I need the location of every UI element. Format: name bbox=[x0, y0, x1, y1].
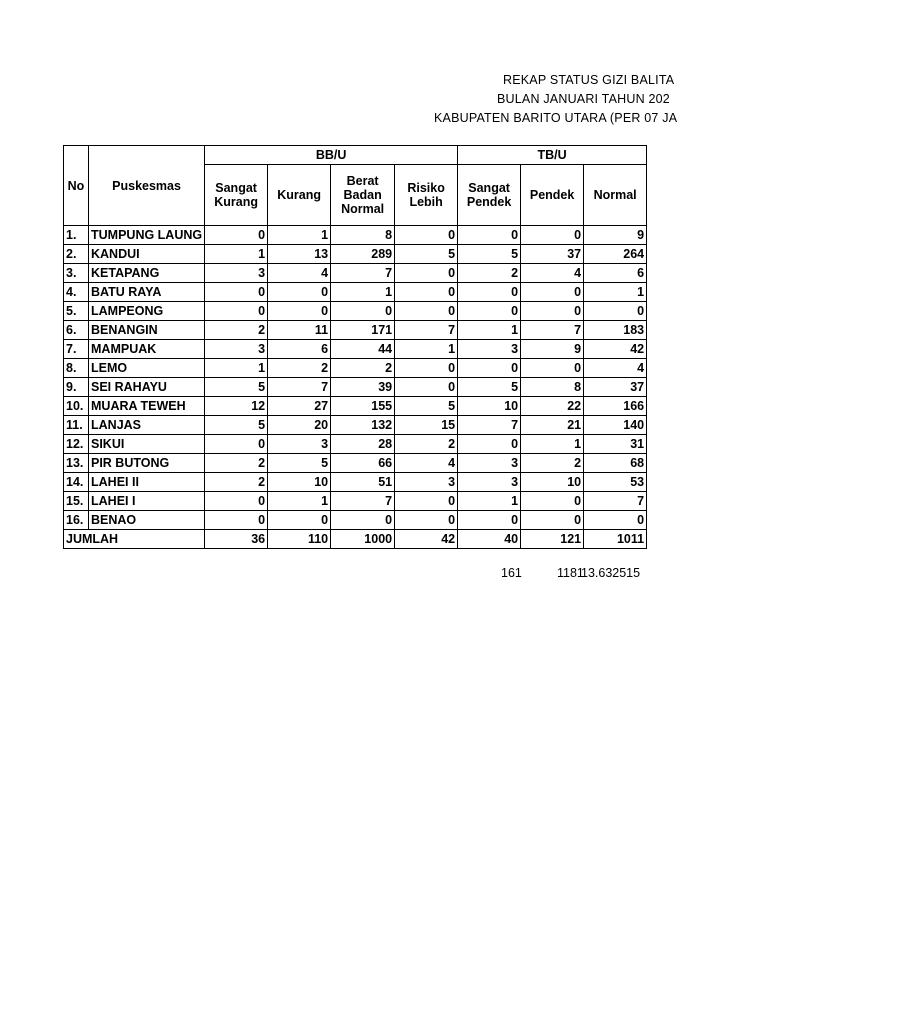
value-cell: 3 bbox=[458, 454, 521, 473]
table-row bbox=[64, 454, 647, 473]
value-cell: 66 bbox=[331, 454, 395, 473]
value-cell: 42 bbox=[584, 340, 647, 359]
value-cell: 2 bbox=[521, 454, 584, 473]
table-body bbox=[64, 226, 647, 530]
value-cell: 0 bbox=[458, 435, 521, 454]
total-cell: 121 bbox=[521, 530, 584, 549]
value-cell: 53 bbox=[584, 473, 647, 492]
value-cell: 7 bbox=[331, 492, 395, 511]
value-cell: 6 bbox=[268, 340, 331, 359]
value-cell: 0 bbox=[521, 359, 584, 378]
value-cell: 37 bbox=[521, 245, 584, 264]
value-cell: 264 bbox=[584, 245, 647, 264]
value-cell: 0 bbox=[521, 283, 584, 302]
puskesmas-name: MAMPUAK bbox=[89, 340, 205, 359]
value-cell: 0 bbox=[205, 511, 268, 530]
value-cell: 289 bbox=[331, 245, 395, 264]
row-number: 6. bbox=[64, 321, 89, 340]
header-col: Sangat Kurang bbox=[205, 165, 268, 226]
row-number: 14. bbox=[64, 473, 89, 492]
value-cell: 9 bbox=[584, 226, 647, 245]
value-cell: 0 bbox=[458, 511, 521, 530]
header-col: Normal bbox=[584, 165, 647, 226]
value-cell: 0 bbox=[205, 492, 268, 511]
value-cell: 1 bbox=[521, 435, 584, 454]
value-cell: 1 bbox=[268, 492, 331, 511]
value-cell: 5 bbox=[395, 245, 458, 264]
value-cell: 1 bbox=[205, 245, 268, 264]
value-cell: 0 bbox=[268, 302, 331, 321]
total-cell: 40 bbox=[458, 530, 521, 549]
puskesmas-name: LEMO bbox=[89, 359, 205, 378]
value-cell: 4 bbox=[395, 454, 458, 473]
value-cell: 0 bbox=[205, 283, 268, 302]
table-row bbox=[64, 359, 647, 378]
value-cell: 2 bbox=[205, 321, 268, 340]
value-cell: 51 bbox=[331, 473, 395, 492]
value-cell: 166 bbox=[584, 397, 647, 416]
value-cell: 0 bbox=[395, 283, 458, 302]
row-number: 15. bbox=[64, 492, 89, 511]
table-row bbox=[64, 473, 647, 492]
table-row bbox=[64, 416, 647, 435]
row-number: 11. bbox=[64, 416, 89, 435]
value-cell: 15 bbox=[395, 416, 458, 435]
value-cell: 2 bbox=[331, 359, 395, 378]
total-label: JUMLAH bbox=[64, 530, 205, 549]
value-cell: 4 bbox=[584, 359, 647, 378]
header-col: Sangat Pendek bbox=[458, 165, 521, 226]
row-number: 7. bbox=[64, 340, 89, 359]
extra-value: 161 bbox=[501, 566, 522, 580]
table-row bbox=[64, 302, 647, 321]
row-number: 12. bbox=[64, 435, 89, 454]
value-cell: 1 bbox=[458, 492, 521, 511]
value-cell: 6 bbox=[584, 264, 647, 283]
value-cell: 7 bbox=[584, 492, 647, 511]
value-cell: 171 bbox=[331, 321, 395, 340]
puskesmas-name: KANDUI bbox=[89, 245, 205, 264]
nutrition-status-table bbox=[63, 145, 647, 549]
value-cell: 5 bbox=[458, 245, 521, 264]
puskesmas-name: KETAPANG bbox=[89, 264, 205, 283]
table-row bbox=[64, 321, 647, 340]
row-number: 9. bbox=[64, 378, 89, 397]
value-cell: 5 bbox=[205, 378, 268, 397]
value-cell: 5 bbox=[268, 454, 331, 473]
value-cell: 7 bbox=[268, 378, 331, 397]
value-cell: 7 bbox=[521, 321, 584, 340]
row-number: 8. bbox=[64, 359, 89, 378]
value-cell: 3 bbox=[395, 473, 458, 492]
value-cell: 140 bbox=[584, 416, 647, 435]
table-row bbox=[64, 283, 647, 302]
value-cell: 0 bbox=[458, 226, 521, 245]
value-cell: 5 bbox=[395, 397, 458, 416]
table-row bbox=[64, 226, 647, 245]
value-cell: 0 bbox=[584, 302, 647, 321]
value-cell: 68 bbox=[584, 454, 647, 473]
value-cell: 3 bbox=[458, 340, 521, 359]
value-cell: 1 bbox=[268, 226, 331, 245]
puskesmas-name: SEI RAHAYU bbox=[89, 378, 205, 397]
value-cell: 1 bbox=[395, 340, 458, 359]
row-number: 3. bbox=[64, 264, 89, 283]
value-cell: 2 bbox=[205, 454, 268, 473]
value-cell: 37 bbox=[584, 378, 647, 397]
value-cell: 5 bbox=[205, 416, 268, 435]
puskesmas-name: LANJAS bbox=[89, 416, 205, 435]
value-cell: 0 bbox=[395, 302, 458, 321]
puskesmas-name: SIKUI bbox=[89, 435, 205, 454]
value-cell: 155 bbox=[331, 397, 395, 416]
header-puskesmas: Puskesmas bbox=[89, 146, 205, 226]
value-cell: 0 bbox=[521, 492, 584, 511]
header-no: No bbox=[64, 146, 89, 226]
row-number: 13. bbox=[64, 454, 89, 473]
value-cell: 0 bbox=[584, 511, 647, 530]
value-cell: 0 bbox=[521, 226, 584, 245]
row-number: 4. bbox=[64, 283, 89, 302]
total-cell: 36 bbox=[205, 530, 268, 549]
puskesmas-name: PIR BUTONG bbox=[89, 454, 205, 473]
value-cell: 3 bbox=[205, 264, 268, 283]
header-col: Risiko Lebih bbox=[395, 165, 458, 226]
value-cell: 2 bbox=[268, 359, 331, 378]
table-row bbox=[64, 492, 647, 511]
value-cell: 0 bbox=[458, 359, 521, 378]
extra-value: 13.632515 bbox=[581, 566, 641, 580]
value-cell: 4 bbox=[521, 264, 584, 283]
value-cell: 11 bbox=[268, 321, 331, 340]
value-cell: 1 bbox=[331, 283, 395, 302]
value-cell: 0 bbox=[521, 302, 584, 321]
total-cell: 42 bbox=[395, 530, 458, 549]
value-cell: 0 bbox=[395, 264, 458, 283]
header-group-bbu: BB/U bbox=[205, 146, 458, 165]
puskesmas-name: BATU RAYA bbox=[89, 283, 205, 302]
report-region: KABUPATEN BARITO UTARA (PER 07 JA bbox=[434, 111, 678, 125]
value-cell: 0 bbox=[521, 511, 584, 530]
puskesmas-name: LAHEI II bbox=[89, 473, 205, 492]
value-cell: 0 bbox=[268, 283, 331, 302]
value-cell: 10 bbox=[521, 473, 584, 492]
value-cell: 0 bbox=[331, 511, 395, 530]
value-cell: 39 bbox=[331, 378, 395, 397]
puskesmas-name: TUMPUNG LAUNG bbox=[89, 226, 205, 245]
value-cell: 0 bbox=[395, 511, 458, 530]
value-cell: 0 bbox=[205, 435, 268, 454]
row-number: 1. bbox=[64, 226, 89, 245]
value-cell: 21 bbox=[521, 416, 584, 435]
value-cell: 0 bbox=[458, 283, 521, 302]
value-cell: 0 bbox=[395, 378, 458, 397]
value-cell: 0 bbox=[458, 302, 521, 321]
value-cell: 2 bbox=[395, 435, 458, 454]
value-cell: 8 bbox=[331, 226, 395, 245]
table-row bbox=[64, 340, 647, 359]
value-cell: 31 bbox=[584, 435, 647, 454]
table-row bbox=[64, 245, 647, 264]
table-row bbox=[64, 511, 647, 530]
value-cell: 44 bbox=[331, 340, 395, 359]
value-cell: 8 bbox=[521, 378, 584, 397]
value-cell: 0 bbox=[205, 226, 268, 245]
value-cell: 0 bbox=[205, 302, 268, 321]
value-cell: 20 bbox=[268, 416, 331, 435]
table-row bbox=[64, 264, 647, 283]
report-title: REKAP STATUS GIZI BALITA bbox=[503, 73, 675, 87]
value-cell: 0 bbox=[331, 302, 395, 321]
value-cell: 4 bbox=[268, 264, 331, 283]
value-cell: 132 bbox=[331, 416, 395, 435]
value-cell: 0 bbox=[268, 511, 331, 530]
value-cell: 2 bbox=[458, 264, 521, 283]
value-cell: 28 bbox=[331, 435, 395, 454]
extra-value: 1181 bbox=[557, 566, 584, 580]
value-cell: 2 bbox=[205, 473, 268, 492]
total-cell: 1000 bbox=[331, 530, 395, 549]
value-cell: 1 bbox=[458, 321, 521, 340]
total-row bbox=[64, 530, 647, 549]
report-period: BULAN JANUARI TAHUN 202 bbox=[497, 92, 670, 106]
row-number: 10. bbox=[64, 397, 89, 416]
value-cell: 7 bbox=[458, 416, 521, 435]
value-cell: 0 bbox=[395, 359, 458, 378]
row-number: 5. bbox=[64, 302, 89, 321]
total-cell: 110 bbox=[268, 530, 331, 549]
puskesmas-name: LAMPEONG bbox=[89, 302, 205, 321]
value-cell: 183 bbox=[584, 321, 647, 340]
value-cell: 7 bbox=[331, 264, 395, 283]
puskesmas-name: LAHEI I bbox=[89, 492, 205, 511]
table-row bbox=[64, 435, 647, 454]
table-row bbox=[64, 397, 647, 416]
header-col: Pendek bbox=[521, 165, 584, 226]
value-cell: 10 bbox=[458, 397, 521, 416]
value-cell: 7 bbox=[395, 321, 458, 340]
puskesmas-name: MUARA TEWEH bbox=[89, 397, 205, 416]
header-group-tbu: TB/U bbox=[458, 146, 647, 165]
value-cell: 1 bbox=[584, 283, 647, 302]
value-cell: 3 bbox=[458, 473, 521, 492]
header-col: Kurang bbox=[268, 165, 331, 226]
value-cell: 5 bbox=[458, 378, 521, 397]
puskesmas-name: BENAO bbox=[89, 511, 205, 530]
puskesmas-name: BENANGIN bbox=[89, 321, 205, 340]
total-cell: 1011 bbox=[584, 530, 647, 549]
row-number: 16. bbox=[64, 511, 89, 530]
table-row bbox=[64, 378, 647, 397]
row-number: 2. bbox=[64, 245, 89, 264]
value-cell: 27 bbox=[268, 397, 331, 416]
value-cell: 0 bbox=[395, 492, 458, 511]
value-cell: 3 bbox=[268, 435, 331, 454]
value-cell: 13 bbox=[268, 245, 331, 264]
value-cell: 1 bbox=[205, 359, 268, 378]
value-cell: 22 bbox=[521, 397, 584, 416]
value-cell: 12 bbox=[205, 397, 268, 416]
value-cell: 9 bbox=[521, 340, 584, 359]
value-cell: 0 bbox=[395, 226, 458, 245]
value-cell: 10 bbox=[268, 473, 331, 492]
header-col: Berat Badan Normal bbox=[331, 165, 395, 226]
value-cell: 3 bbox=[205, 340, 268, 359]
